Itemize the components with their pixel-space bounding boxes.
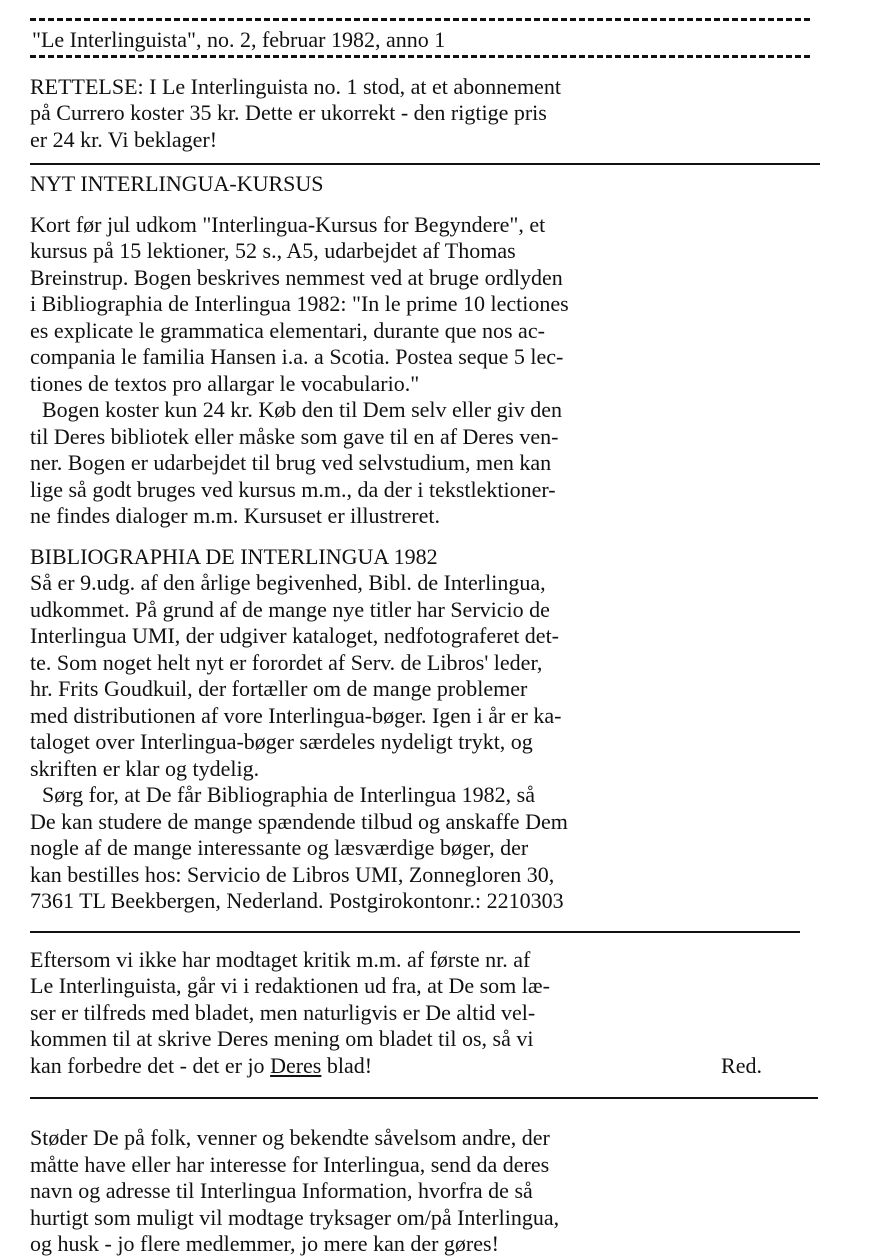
stoet-line: måtte have eller har interesse for Interlingua, send da deres bbox=[30, 1151, 550, 1177]
underlined-word: Deres bbox=[270, 1052, 322, 1078]
kursus-line: Kort før jul udkom "Interlingua-Kursus for Begyndere", et bbox=[30, 211, 546, 237]
kursus-line: lige så godt bruges ved kursus m.m., da der i tekstlektioner- bbox=[30, 476, 556, 502]
kursus-line: ne findes dialoger m.m. Kursuset er illustreret. bbox=[30, 503, 440, 528]
rettelse-section bbox=[30, 74, 820, 154]
kursus-line: Breinstrup. Bogen beskrives nemmest ved at bruge ordlyden bbox=[30, 264, 563, 290]
biblio-line: skriften er klar og tydelig. bbox=[30, 755, 260, 781]
biblio-line: Sørg for, at De får Bibliographia de Interlingua 1982, så bbox=[42, 782, 535, 807]
kursus-line: i Bibliographia de Interlingua 1982: "In le prime 10 lectiones bbox=[30, 291, 569, 316]
biblio-line: Så er 9.udg. af den årlige begivenhed, Bibl. de Interlingua, bbox=[30, 570, 546, 595]
kritik-last-line bbox=[30, 1053, 820, 1080]
biblio-line: 7361 TL Beekbergen, Nederland. Postgirokontonr.: 2210303 bbox=[30, 888, 564, 913]
biblio-line: nogle af de mange interessante og læsværdige bøger, der bbox=[30, 835, 529, 860]
section-divider bbox=[30, 931, 800, 933]
kritik-section bbox=[30, 947, 820, 1080]
stoet-line: navn og adresse til Interlingua Information, hvorfra de så bbox=[30, 1178, 533, 1203]
kritik-line: ser er tilfreds med bladet, men naturligvis er De altid vel- bbox=[30, 999, 536, 1025]
biblio-section bbox=[30, 544, 820, 915]
biblio-line: taloget over Interlingua-bøger særdeles nydeligt trykt, og bbox=[30, 729, 533, 754]
issue-header: "Le Interlinguista", no. 2, februar 1982, anno 1 bbox=[32, 27, 446, 52]
rettelse-line: på Currero koster 35 kr. Dette er ukorrekt - den rigtige pris bbox=[30, 100, 547, 125]
kursus-line: es explicate le grammatica elementari, durante que nos ac- bbox=[30, 317, 545, 343]
kritik-line: Eftersom vi ikke har modtaget kritik m.m. af første nr. af bbox=[30, 946, 531, 972]
kursus-line: til Deres bibliotek eller måske som gave til en af Deres ven- bbox=[30, 423, 559, 449]
stoet-line: hurtigt som muligt vil modtage tryksager om/på Interlingua, bbox=[30, 1204, 560, 1230]
header-dashed-rule bbox=[30, 55, 810, 58]
kritik-last-before: kan forbedre det - det er jo bbox=[30, 1052, 271, 1078]
section-divider bbox=[30, 1097, 818, 1099]
kritik-line: Le Interlinguista, går vi i redaktionen ud fra, at De som læ- bbox=[30, 973, 550, 998]
kursus-line: ner. Bogen er udarbejdet til brug ved selvstudium, men kan bbox=[30, 450, 552, 475]
kursus-section bbox=[30, 171, 820, 530]
biblio-line: udkommet. På grund af de mange nye titler har Servicio de bbox=[30, 596, 550, 622]
kursus-line: compania le familia Hansen i.a. a Scotia. Postea seque 5 lec- bbox=[30, 344, 564, 369]
section-heading: BIBLIOGRAPHIA DE INTERLINGUA 1982 bbox=[30, 543, 438, 569]
kursus-line: kursus på 15 lektioner, 52 s., A5, udarbejdet af Thomas bbox=[30, 238, 516, 263]
biblio-line: Interlingua UMI, der udgiver kataloget, nedfotograferet det- bbox=[30, 623, 560, 648]
kritik-last-after: blad! bbox=[321, 1052, 373, 1078]
biblio-line: te. Som noget helt nyt er forordet af Serv. de Libros' leder, bbox=[30, 649, 543, 675]
biblio-line: hr. Frits Goudkuil, der fortæller om de mange problemer bbox=[30, 676, 528, 701]
section-heading: NYT INTERLINGUA-KURSUS bbox=[30, 171, 324, 196]
rettelse-line: RETTELSE: I Le Interlinguista no. 1 stod, at et abonnement bbox=[30, 73, 561, 99]
stoet-line: og husk - jo flere medlemmer, jo mere kan der gøres! bbox=[30, 1231, 499, 1256]
section-divider bbox=[30, 163, 820, 165]
top-dashed-rule bbox=[30, 18, 810, 21]
kursus-line: Bogen koster kun 24 kr. Køb den til Dem selv eller giv den bbox=[42, 397, 562, 422]
document-page bbox=[30, 10, 820, 1258]
editor-signature: Red. bbox=[721, 1052, 762, 1078]
rettelse-line: er 24 kr. Vi beklager! bbox=[30, 126, 218, 152]
stoet-line: Støder De på folk, venner og bekendte såvelsom andre, der bbox=[30, 1125, 550, 1150]
kritik-line: kommen til at skrive Deres mening om bladet til os, så vi bbox=[30, 1026, 534, 1051]
kritik-last-text bbox=[30, 1053, 372, 1080]
biblio-line: kan bestilles hos: Servicio de Libros UMI, Zonnegloren 30, bbox=[30, 861, 555, 887]
kursus-line: tiones de textos pro allargar le vocabulario." bbox=[30, 370, 420, 396]
stoet-section bbox=[30, 1125, 820, 1258]
biblio-line: med distributionen af vore Interlingua-bøger. Igen i år er ka- bbox=[30, 702, 562, 728]
biblio-line: De kan studere de mange spændende tilbud og anskaffe Dem bbox=[30, 808, 568, 834]
